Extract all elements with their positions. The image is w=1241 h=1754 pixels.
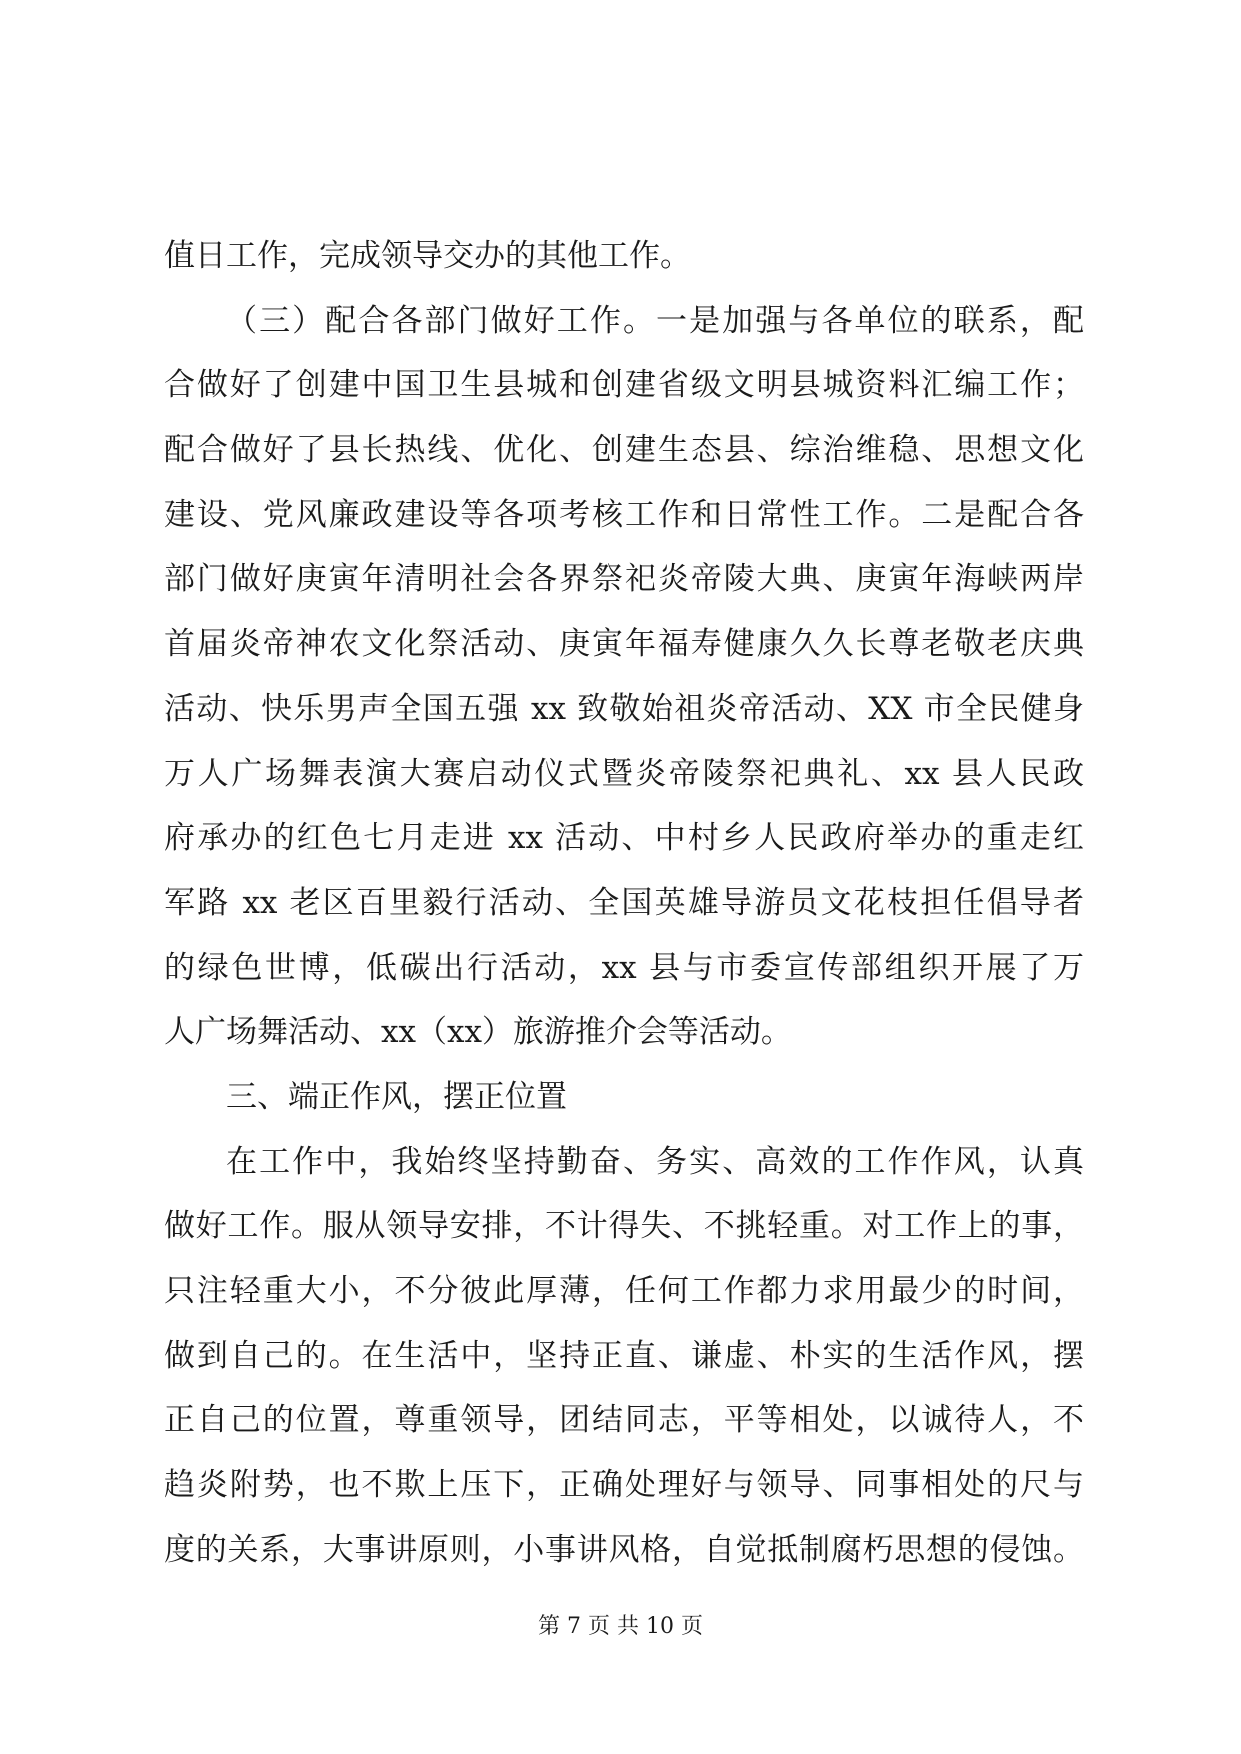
text-line: 值日工作，完成领导交办的其他工作。 — [164, 238, 691, 274]
text-line: 军路 xx 老区百里毅行活动、全国英雄导游员文花枝担任倡导者 — [164, 884, 1084, 921]
text-line: （三）配合各部门做好工作。一是加强与各单位的联系，配 — [226, 302, 1084, 339]
text-line: 部门做好庚寅年清明社会各界祭祀炎帝陵大典、庚寅年海峡两岸 — [164, 561, 1084, 598]
text-line: 做好工作。服从领导安排，不计得失、不挑轻重。对工作上的事， — [164, 1208, 1084, 1245]
text-line: 在工作中，我始终坚持勤奋、务实、高效的工作作风，认真 — [226, 1143, 1084, 1180]
page-footer: 第 7 页 共 10 页 — [538, 1614, 703, 1639]
text-line: 合做好了创建中国卫生县城和创建省级文明县城资料汇编工作； — [164, 367, 1084, 404]
text-line: 建设、党风廉政建设等各项考核工作和日常性工作。二是配合各 — [164, 496, 1084, 533]
text-line: 活动、快乐男声全国五强 xx 致敬始祖炎帝活动、XX 市全民健身 — [164, 690, 1084, 727]
text-line: 首届炎帝神农文化祭活动、庚寅年福寿健康久久长尊老敬老庆典 — [164, 626, 1084, 663]
text-line: 万人广场舞表演大赛启动仪式暨炎帝陵祭祀典礼、xx 县人民政 — [164, 755, 1084, 792]
section-heading: 三、端正作风，摆正位置 — [226, 1078, 567, 1115]
text-line: 度的关系，大事讲原则，小事讲风格，自觉抵制腐朽思想的侵蚀。 — [164, 1531, 1084, 1568]
text-line: 配合做好了县长热线、优化、创建生态县、综治维稳、思想文化 — [164, 432, 1084, 469]
body-text — [164, 224, 1084, 1582]
text-line: 人广场舞活动、xx（xx）旅游推介会等活动。 — [164, 1014, 792, 1051]
text-line: 正自己的位置，尊重领导，团结同志，平等相处，以诚待人，不 — [164, 1402, 1084, 1439]
text-line: 做到自己的。在生活中，坚持正直、谦虚、朴实的生活作风，摆 — [164, 1337, 1084, 1374]
text-line: 府承办的红色七月走进 xx 活动、中村乡人民政府举办的重走红 — [164, 820, 1084, 857]
text-line: 的绿色世博，低碳出行活动，xx 县与市委宣传部组织开展了万 — [164, 949, 1084, 986]
text-line: 只注轻重大小，不分彼此厚薄，任何工作都力求用最少的时间， — [164, 1273, 1084, 1309]
text-line: 趋炎附势，也不欺上压下，正确处理好与领导、同事相处的尺与 — [164, 1467, 1084, 1504]
